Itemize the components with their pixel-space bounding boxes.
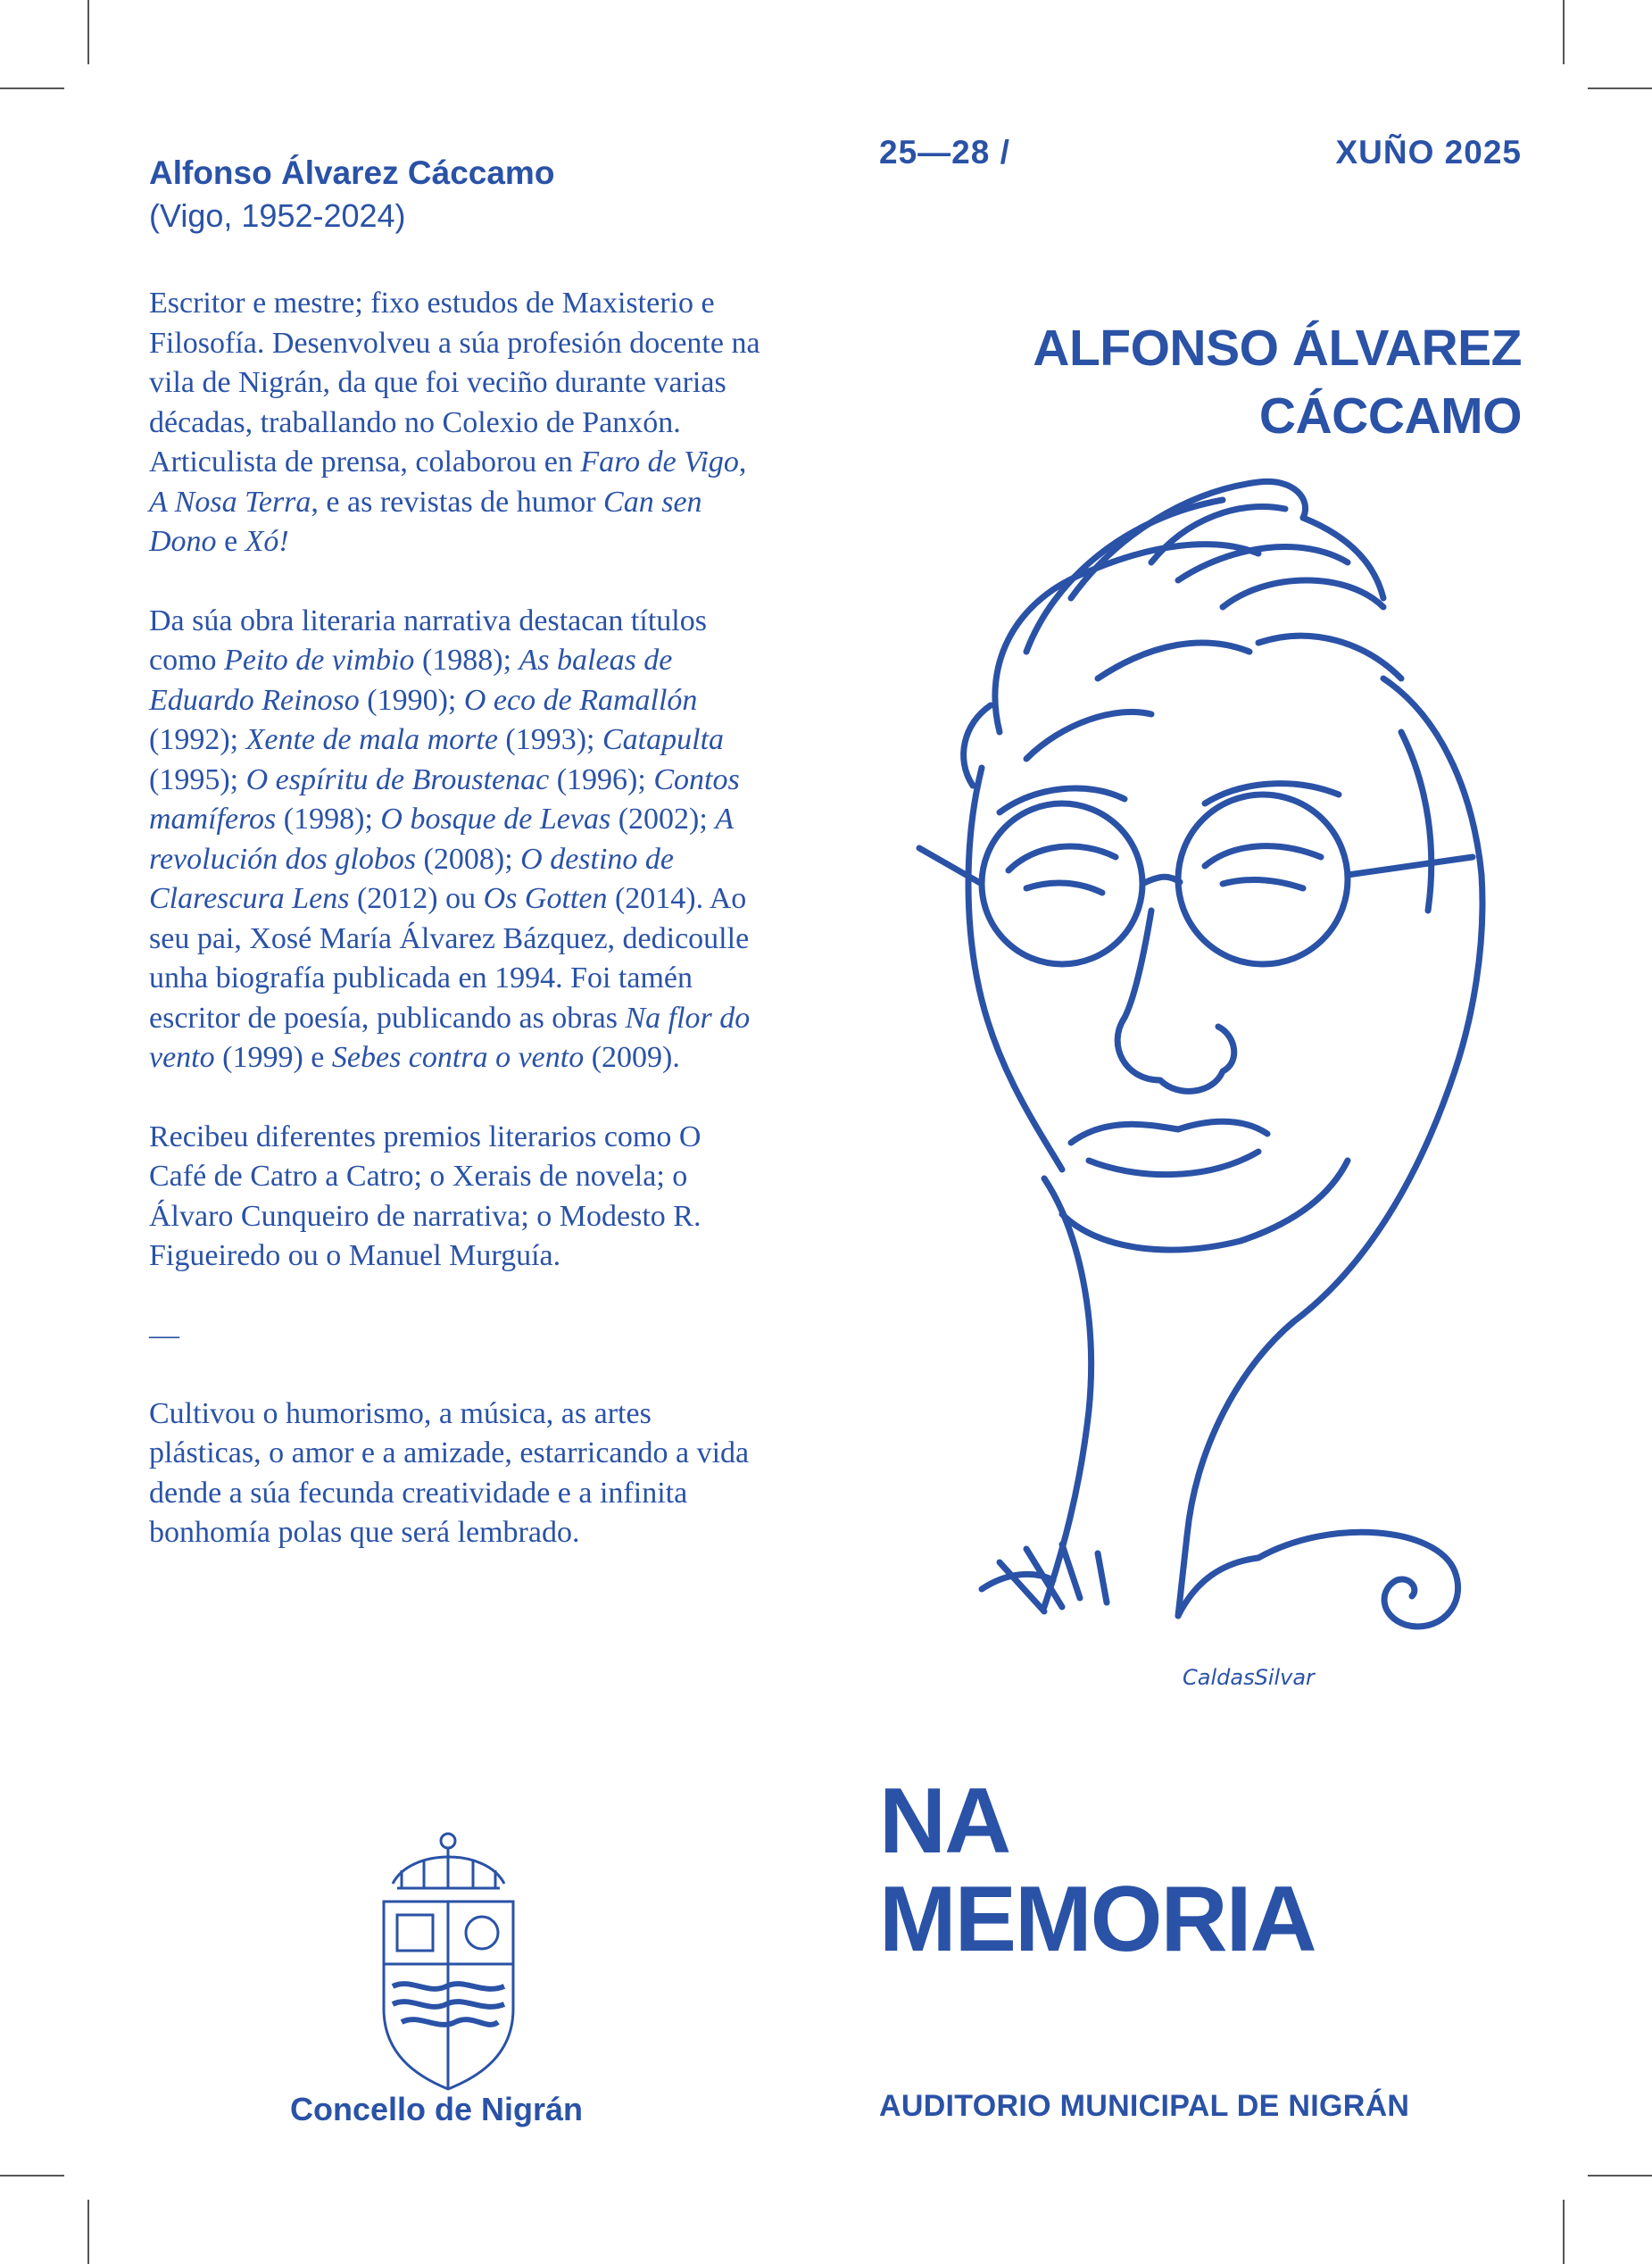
event-venue: AUDITORIO MUNICIPAL DE NIGRÁN [879, 2089, 1410, 2123]
section-dash: — [149, 1318, 179, 1352]
event-dates: 25—28 / [879, 134, 1010, 171]
bio-paragraph-2: Da súa obra literaria narrativa destacan títulos como Peito de vimbio (1988); As baleas de Eduardo Reinoso (1990); O eco de Ramallón (1992); Xente de mala morte (1993); Catapulta (1995); O espíritu de Broustenac (1996); Contos mamíferos (1998); O bosque de Levas (2002); A revolución dos globos (2008); O destino de Clarescura Lens (2012) ou Os Gotten (2014). Ao seu pai, Xosé María Álvarez Bázquez, dedicoulle unha biografía publicada en 1994. Foi tamén escritor de poesía, publicando as obras Na flor do vento (1999) e Sebes contra o vento (2009). [149, 603, 751, 1074]
biography-text [149, 284, 765, 1553]
bio-paragraph-1: Escritor e mestre; fixo estudos de Maxisterio e Filosofía. Desenvolveu a súa profesión docente na vila de Nigrán, da que foi veciño durante varias décadas, traballando no Colexio de Panxón. Articulista de prensa, colaborou en Faro de Vigo, A Nosa Terra, e as revistas de humor Can sen Dono e Xó! [149, 287, 760, 558]
date-row [879, 134, 1522, 171]
crop-mark [1563, 0, 1565, 64]
author-name: Alfonso Álvarez Cáccamo [149, 154, 555, 191]
bio-paragraph-3: Recibeu diferentes premios literarios como O Café de Catro a Catro; o Xerais de novela; o Álvaro Cunqueiro de narrativa; o Modesto R. Figueiredo ou o Manuel Murguía. [149, 1120, 701, 1272]
author-life-dates: (Vigo, 1952-2024) [149, 197, 406, 234]
honoree-name: ALFONSO ÁLVAREZ CÁCCAMO [1033, 320, 1522, 445]
crop-mark [0, 87, 64, 89]
event-month: XUÑO 2025 [1335, 134, 1522, 171]
portrait-caricature-illustration [884, 464, 1526, 1714]
bio-paragraph-4: Cultivou o humorismo, a música, as artes plásticas, o amor e a amizade, estarricando a vida dende a súa fecunda creatividade e a infinita bonhomía polas que será lembrado. [149, 1396, 750, 1549]
event-title: NA MEMORIA [879, 1769, 1316, 1971]
artist-signature: CaldasSilvar [1183, 1665, 1315, 1690]
crop-mark [87, 2200, 89, 2264]
coat-of-arms-icon [375, 1830, 522, 2093]
crop-mark [1588, 2175, 1652, 2177]
crop-mark [1563, 2200, 1565, 2264]
crop-mark [1588, 87, 1652, 89]
biography-column [149, 152, 765, 1593]
council-name: Concello de Nigrán [290, 2091, 584, 2127]
event-header [879, 134, 1522, 450]
crop-mark [87, 0, 89, 64]
crop-mark [0, 2175, 64, 2177]
